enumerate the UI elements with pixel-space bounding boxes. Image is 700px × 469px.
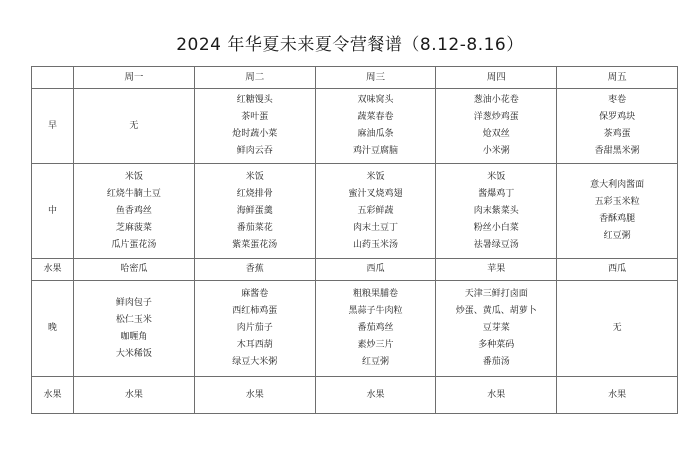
table-row bbox=[32, 164, 678, 259]
dish-item: 双味窝头 bbox=[357, 95, 394, 105]
dish-item: 麻酱卷 bbox=[241, 289, 269, 299]
dish-item: 紫菜蛋花汤 bbox=[232, 239, 278, 250]
dish-item: 哈密瓜 bbox=[120, 264, 148, 274]
menu-cell bbox=[436, 281, 557, 377]
dish-item: 红烧牛腩土豆 bbox=[106, 188, 161, 199]
dish-item: 天津三鲜打卤面 bbox=[464, 289, 528, 299]
dish-item: 水果 bbox=[124, 389, 143, 400]
dish-item: 水果 bbox=[487, 389, 506, 400]
dish-item: 五彩玉米粒 bbox=[594, 197, 640, 207]
dish-item: 红烧排骨 bbox=[236, 188, 273, 199]
menu-cell bbox=[557, 281, 678, 377]
dish-item: 小米粥 bbox=[482, 146, 510, 156]
dish-item: 红糖馒头 bbox=[236, 95, 273, 105]
page-title: 2024 年华夏未来夏令营餐谱（8.12-8.16） bbox=[176, 35, 524, 55]
menu-cell bbox=[557, 164, 678, 259]
dish-item: 洋葱炒鸡蛋 bbox=[473, 112, 519, 122]
corner-cell bbox=[32, 67, 74, 89]
menu-cell bbox=[557, 89, 678, 164]
dish-item: 五彩鲜蔬 bbox=[357, 205, 394, 216]
menu-cell bbox=[74, 259, 195, 281]
dish-item: 蔬菜春卷 bbox=[357, 112, 394, 122]
table-row bbox=[32, 281, 678, 377]
menu-cell bbox=[194, 164, 315, 259]
dish-item: 海鲜蛋羹 bbox=[236, 205, 273, 216]
dish-item: 保罗鸡块 bbox=[599, 112, 636, 122]
row-label: 晚 bbox=[32, 281, 74, 377]
dish-item: 芝麻菠菜 bbox=[115, 222, 152, 233]
menu-cell bbox=[194, 281, 315, 377]
dish-item: 无 bbox=[612, 323, 622, 333]
dish-item: 祛暑绿豆汤 bbox=[473, 239, 519, 250]
meal-schedule-table bbox=[31, 66, 678, 414]
dish-item: 无 bbox=[129, 120, 139, 131]
row-label: 早 bbox=[32, 89, 74, 164]
header-day-mon: 周一 bbox=[74, 67, 195, 89]
dish-item: 肉末紫菜头 bbox=[473, 205, 519, 216]
menu-cell bbox=[315, 281, 436, 377]
dish-item: 番茄汤 bbox=[482, 357, 510, 367]
dish-item: 鲜肉云吞 bbox=[236, 146, 273, 156]
dish-item: 肉末土豆丁 bbox=[352, 222, 398, 233]
dish-item: 枣卷 bbox=[608, 95, 627, 105]
header-day-wed: 周三 bbox=[315, 67, 436, 89]
dish-item: 咖喱角 bbox=[120, 331, 148, 342]
dish-item: 麻油瓜条 bbox=[357, 129, 394, 139]
dish-item: 炝时蔬小菜 bbox=[232, 129, 278, 139]
dish-item: 番茄鸡丝 bbox=[357, 323, 394, 333]
dish-item: 山药玉米汤 bbox=[352, 239, 398, 250]
menu-cell bbox=[74, 89, 195, 164]
menu-cell bbox=[315, 377, 436, 414]
dish-item: 水果 bbox=[366, 389, 385, 400]
dish-item: 多种菜码 bbox=[478, 340, 515, 350]
dish-item: 西瓜 bbox=[608, 264, 627, 274]
row-label: 中 bbox=[32, 164, 74, 259]
menu-cell bbox=[74, 164, 195, 259]
table-row bbox=[32, 377, 678, 414]
dish-item: 瓜片蛋花汤 bbox=[111, 239, 157, 250]
header-day-thu: 周四 bbox=[436, 67, 557, 89]
dish-item: 米饭 bbox=[487, 171, 506, 182]
dish-item: 意大利肉酱面 bbox=[590, 180, 645, 190]
menu-cell bbox=[74, 281, 195, 377]
menu-cell bbox=[74, 377, 195, 414]
menu-cell bbox=[194, 377, 315, 414]
table-row bbox=[32, 259, 678, 281]
menu-cell bbox=[436, 164, 557, 259]
dish-item: 茶鸡蛋 bbox=[603, 129, 631, 139]
dish-item: 木耳西葫 bbox=[236, 340, 273, 350]
dish-item: 粉丝小白菜 bbox=[473, 222, 519, 233]
menu-cell bbox=[436, 89, 557, 164]
dish-item: 豆芽菜 bbox=[482, 323, 510, 333]
dish-item: 茶叶蛋 bbox=[241, 112, 269, 122]
dish-item: 素炒三片 bbox=[357, 340, 394, 350]
dish-item: 绿豆大米粥 bbox=[232, 357, 278, 367]
menu-cell bbox=[557, 377, 678, 414]
menu-cell bbox=[436, 259, 557, 281]
header-day-fri: 周五 bbox=[557, 67, 678, 89]
menu-cell bbox=[194, 89, 315, 164]
dish-item: 肉片茄子 bbox=[236, 323, 273, 333]
dish-item: 鸡汁豆腐脑 bbox=[352, 146, 398, 156]
dish-item: 红豆粥 bbox=[603, 231, 631, 241]
dish-item: 葱油小花卷 bbox=[473, 95, 519, 105]
menu-cell bbox=[557, 259, 678, 281]
table-row bbox=[32, 89, 678, 164]
dish-item: 红豆粥 bbox=[361, 357, 389, 367]
dish-item: 西红柿鸡蛋 bbox=[232, 306, 278, 316]
dish-item: 黑蒜子牛肉粒 bbox=[348, 306, 403, 316]
dish-item: 水果 bbox=[245, 389, 264, 400]
dish-item: 炝双丝 bbox=[482, 129, 510, 139]
dish-item: 鱼香鸡丝 bbox=[115, 205, 152, 216]
dish-item: 米饭 bbox=[245, 171, 264, 182]
dish-item: 大米稀饭 bbox=[115, 348, 152, 359]
menu-cell bbox=[315, 164, 436, 259]
dish-item: 番茄菜花 bbox=[236, 222, 273, 233]
dish-item: 香甜黑米粥 bbox=[594, 146, 640, 156]
menu-cell bbox=[194, 259, 315, 281]
table-header-row bbox=[32, 67, 678, 89]
dish-item: 香蕉 bbox=[245, 264, 264, 274]
dish-item: 鲜肉包子 bbox=[115, 297, 152, 308]
dish-item: 松仁玉米 bbox=[115, 314, 152, 325]
row-label: 水果 bbox=[32, 377, 74, 414]
dish-item: 米饭 bbox=[124, 171, 143, 182]
row-label: 水果 bbox=[32, 259, 74, 281]
dish-item: 粗粮果脯卷 bbox=[352, 289, 398, 299]
dish-item: 酱爆鸡丁 bbox=[478, 188, 515, 199]
dish-item: 蜜汁叉烧鸡翅 bbox=[348, 188, 403, 199]
dish-item: 西瓜 bbox=[366, 264, 385, 274]
dish-item: 苹果 bbox=[487, 264, 506, 274]
header-day-tue: 周二 bbox=[194, 67, 315, 89]
dish-item: 米饭 bbox=[366, 171, 385, 182]
menu-cell bbox=[315, 89, 436, 164]
dish-item: 水果 bbox=[608, 389, 627, 400]
dish-item: 香酥鸡腿 bbox=[599, 214, 636, 224]
menu-cell bbox=[315, 259, 436, 281]
menu-cell bbox=[436, 377, 557, 414]
dish-item: 炒蛋、黄瓜、胡萝卜 bbox=[455, 306, 537, 316]
